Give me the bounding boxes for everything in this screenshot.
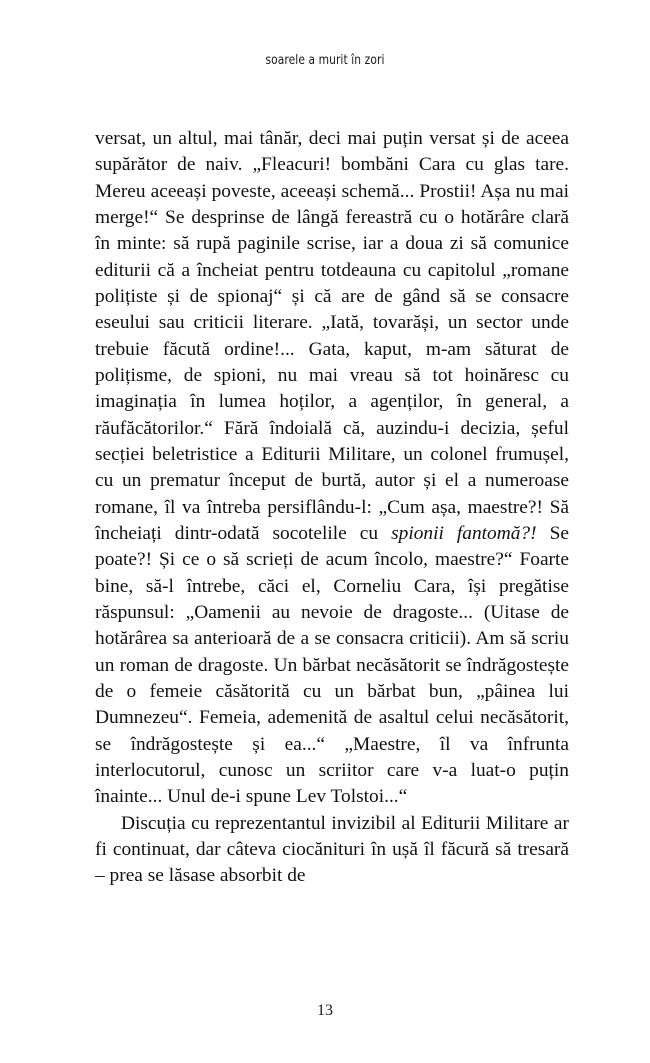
running-head: soarele a murit în zori — [265, 52, 385, 68]
paragraph-1-segment-b: Se poate?! Și ce o să scrieți de acum încolo, maestre?“ Foarte bine, să-l întrebe, căci el, Corneliu Cara, își pregătise răspunsul: „Oamenii au nevoie de dragoste... (Uitase de hotărârea sa anterioară de a se consacra criticii). Am să scriu un roman de dragoste. Un bărbat necăsătorit se îndrăgostește de o femeie căsătorită cu un bărbat bun, „pâinea lui Dumnezeu“. Femeia, ademenită de asaltul celui necăsătorit, se îndrăgostește și ea...“ „Maestre, îl va înfrunta interlocutorul, cunosc un scriitor care v-a luat-o puțin înainte... Unul de-i spune Lev Tolstoi...“ — [95, 522, 569, 808]
paragraph-1-segment-a: versat, un altul, mai tânăr, deci mai puțin versat și de aceea supărător de naiv. „Fleacuri! bombăni Cara cu glas tare. Mereu aceeași poveste, aceeași schemă... Prostii! Așa nu mai merge!“ Se desprinse de lângă fereastră cu o hotărâre clară în minte: să rupă paginile scrise, iar a doua zi să comunice editurii că a încheiat pentru totdeauna cu capitolul „romane polițiste și de spionaj“ și că are de gând să se consacre eseului sau criticii literare. „Iată, tovarăși, un sector unde trebuie făcută ordine!... Gata, kaput, m-am săturat de polițisme, de spioni, nu mai vreau să tot hoinăresc cu imaginația în lumea hoților, a agenților, în general, a răufăcătorilor.“ Fără îndoială că, auzindu-i decizia, șeful secției beletristice a Editurii Militare, un colonel frumușel, cu un prematur început de burtă, autor și el a numeroase romane, îl va întreba persiflându-l: „Cum așa, maestre?! Să încheiați dintr-odată socotelile cu — [95, 128, 569, 544]
body-text-block — [95, 126, 569, 890]
paragraph-2: Discuția cu reprezentantul invizibil al Editurii Militare ar fi continuat, dar câteva ciocănituri în ușă îl făcură să tresară – prea se lăsase absorbit de — [95, 812, 569, 887]
paragraph-1 — [95, 126, 569, 811]
page-number: 13 — [317, 1002, 333, 1019]
paragraph-1-italic-title: spionii fantomă?! — [391, 522, 537, 544]
